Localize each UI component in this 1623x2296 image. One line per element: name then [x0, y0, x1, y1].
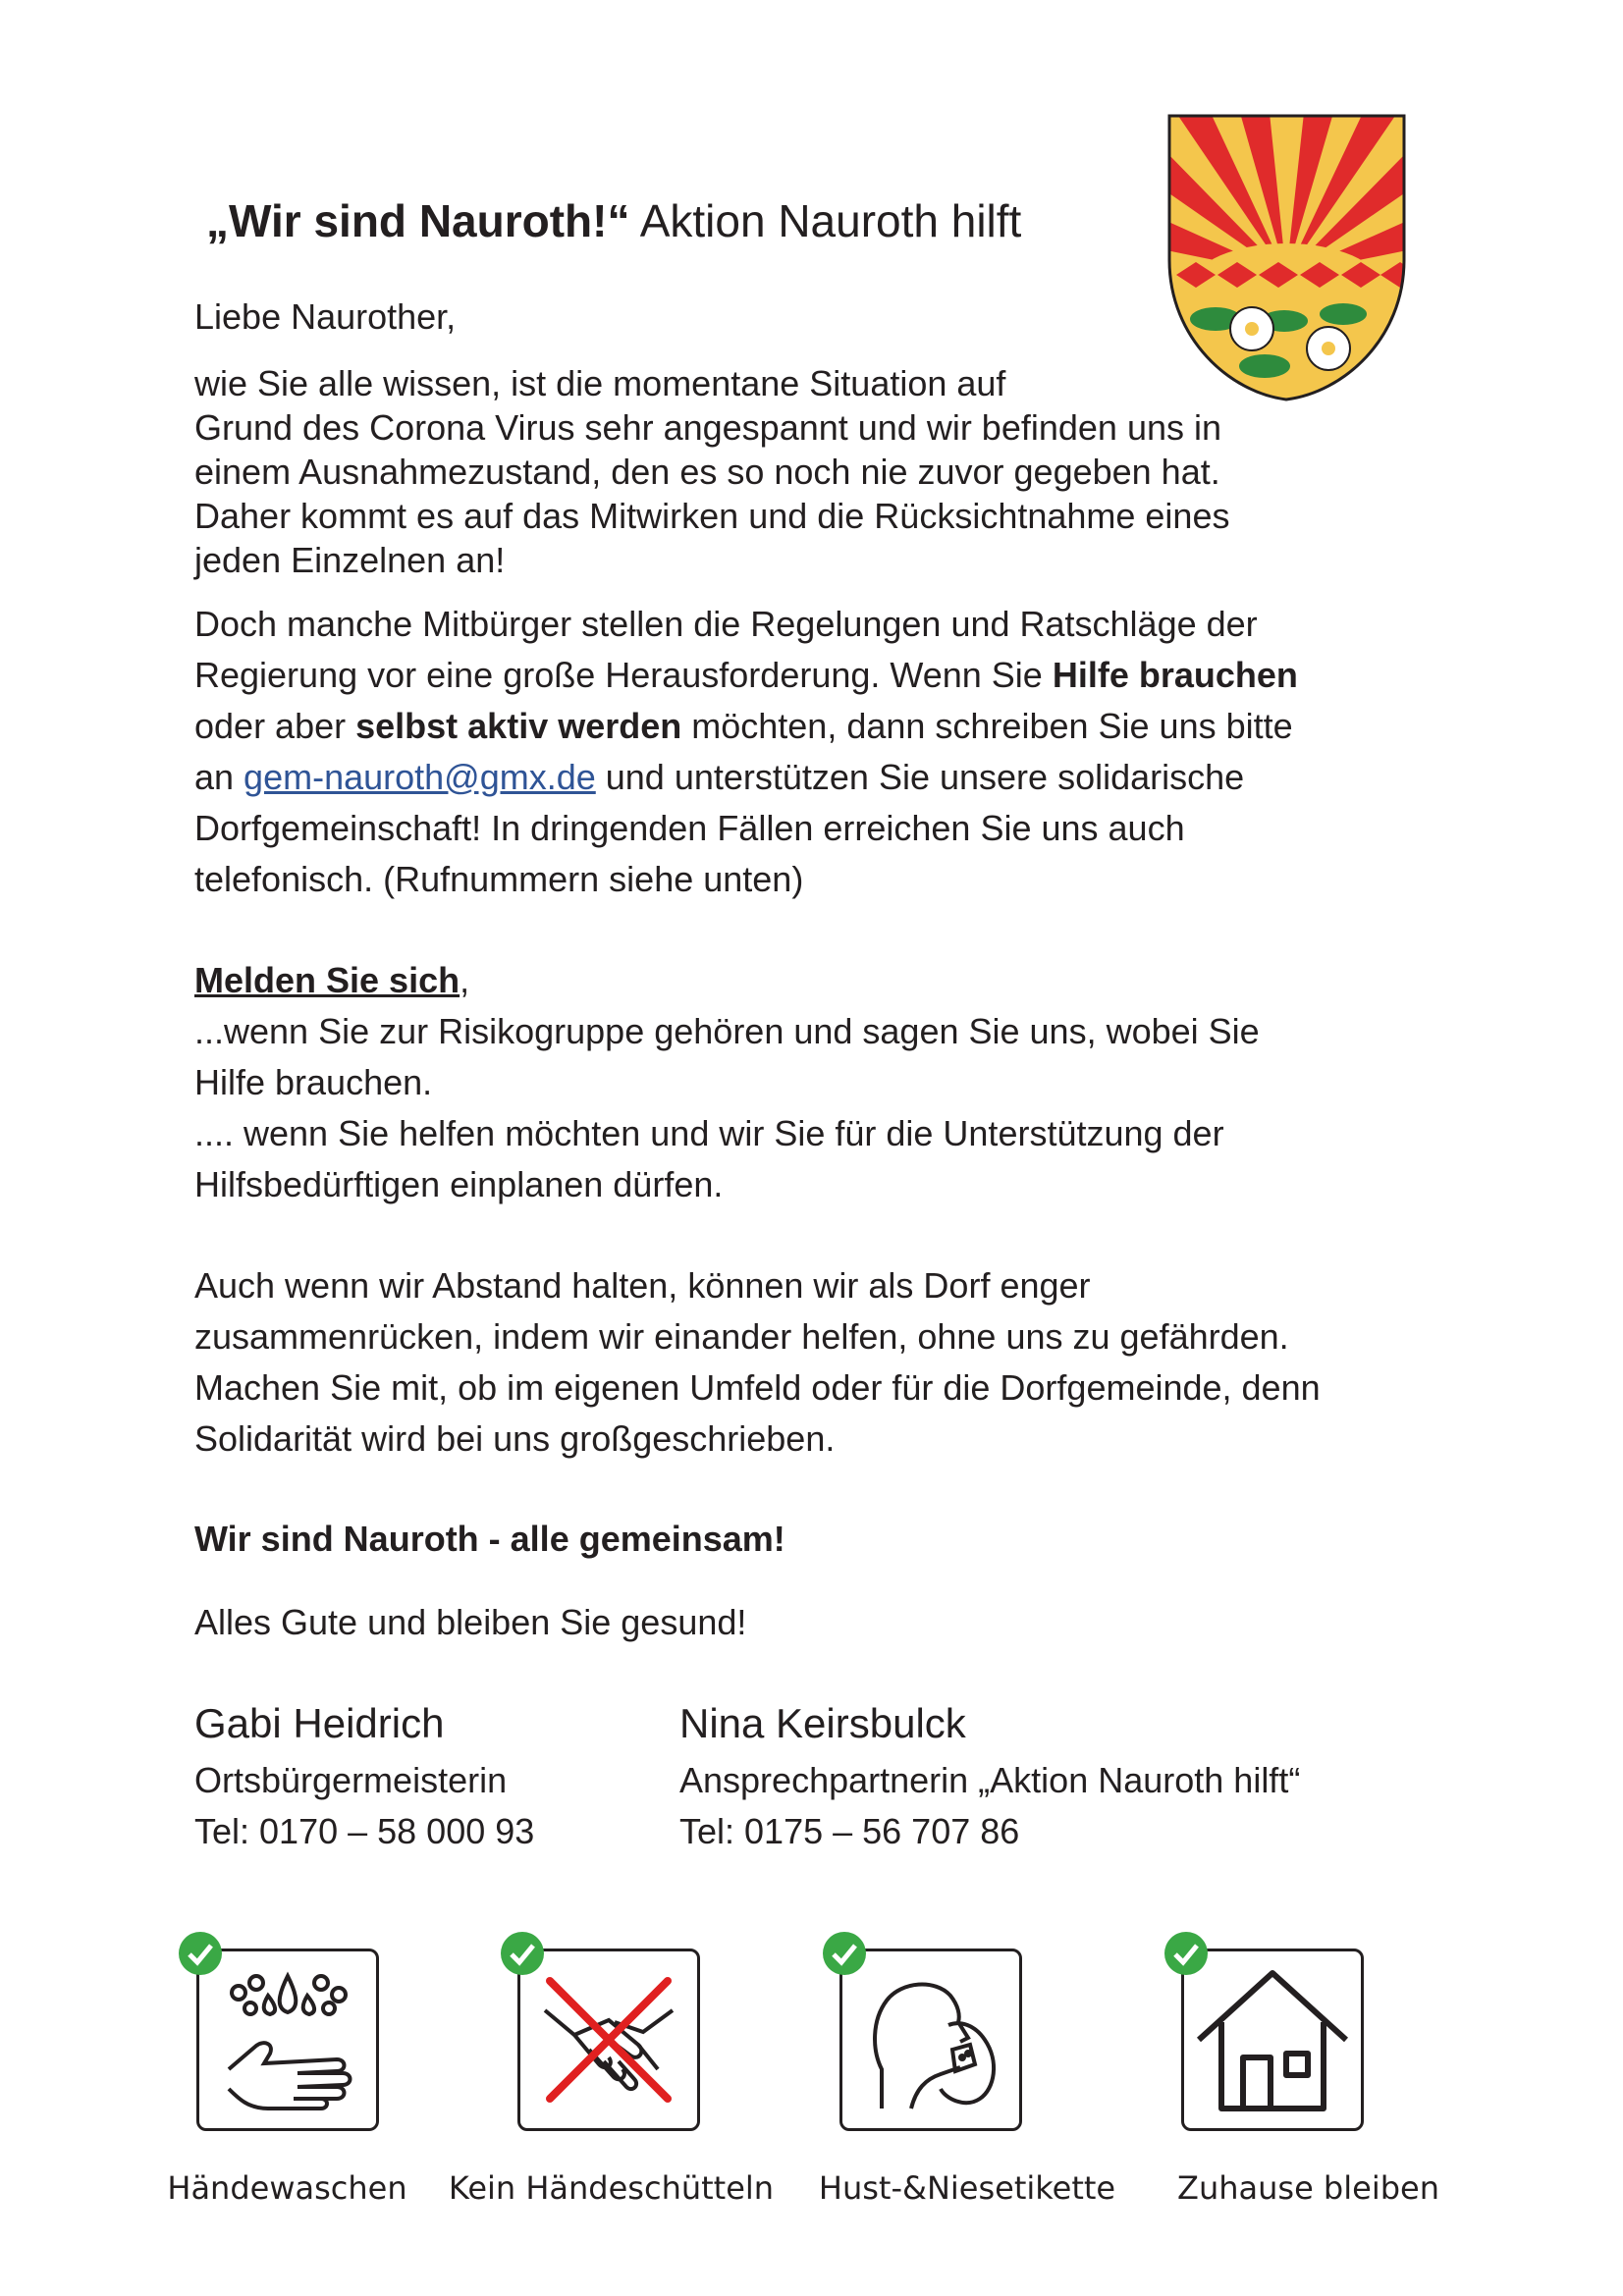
signer-role: Ansprechpartnerin „Aktion Nauroth hilft“: [679, 1760, 1301, 1800]
handwash-icon-graphic: [199, 1951, 376, 2128]
signer-phone: Tel: 0175 – 56 707 86: [679, 1811, 1020, 1851]
title-bold: „Wir sind Nauroth!“: [206, 195, 630, 246]
signer-name: Nina Keirsbulck: [679, 1700, 966, 1746]
email-link[interactable]: gem-nauroth@gmx.de: [243, 757, 596, 797]
intro-line: Grund des Corona Virus sehr angespannt und wir befinden uns in: [194, 407, 1222, 448]
solidarity-line: Auch wenn wir Abstand halten, können wir als Dorf enger: [194, 1265, 1091, 1306]
page-title: [206, 194, 1021, 247]
text-span: und unterstützen Sie unsere solidarische: [595, 757, 1245, 797]
handwash-icon: [196, 1949, 379, 2131]
request-line: Doch manche Mitbürger stellen die Regelungen und Ratschläge der: [194, 604, 1258, 644]
no-handshake-icon-graphic: [520, 1951, 697, 2128]
label-cough-etiquette: Hust-&Niesetikette: [818, 2169, 1116, 2207]
bold-help-needed: Hilfe brauchen: [1052, 655, 1298, 695]
intro-line: wie Sie alle wissen, ist die momentane Situation auf: [194, 363, 1006, 403]
cough-etiquette-icon: [839, 1949, 1022, 2131]
check-icon: [1164, 1932, 1208, 1975]
text-span: an: [194, 757, 244, 797]
bold-self-active: selbst aktiv werden: [355, 706, 682, 746]
request-line: Dorfgemeinschaft! In dringenden Fällen erreichen Sie uns auch: [194, 808, 1185, 848]
request-line: [194, 752, 1298, 803]
signer-phone: Tel: 0170 – 58 000 93: [194, 1811, 535, 1851]
intro-line: einem Ausnahmezustand, den es so noch nie zuvor gegeben hat.: [194, 452, 1220, 492]
label-handwash: Händewaschen: [167, 2169, 407, 2207]
text-span: Regierung vor eine große Herausforderung. Wenn Sie: [194, 655, 1053, 695]
closing: Alles Gute und bleiben Sie gesund!: [194, 1602, 747, 1642]
signature-block-1: [194, 1700, 534, 1857]
slogan: Wir sind Nauroth - alle gemeinsam!: [194, 1519, 785, 1559]
stay-home-icon-graphic: [1184, 1951, 1361, 2128]
no-handshake-icon: [517, 1949, 700, 2131]
signature-block-2: [679, 1700, 1300, 1857]
check-icon: [823, 1932, 866, 1975]
report-line: ...wenn Sie zur Risikogruppe gehören und sagen Sie uns, wobei Sie: [194, 1011, 1260, 1051]
request-line: [194, 701, 1298, 752]
report-line: Hilfe brauchen.: [194, 1062, 433, 1102]
text-span: ,: [460, 960, 470, 1000]
report-heading: Melden Sie sich: [194, 960, 460, 1000]
stay-home-icon: [1181, 1949, 1364, 2131]
intro-line: jeden Einzelnen an!: [194, 540, 506, 580]
report-line: Hilfsbedürftigen einplanen dürfen.: [194, 1164, 724, 1204]
title-rest: Aktion Nauroth hilft: [629, 195, 1022, 246]
solidarity-line: Machen Sie mit, ob im eigenen Umfeld oder für die Dorfgemeinde, denn: [194, 1367, 1321, 1408]
paragraph-solidarity: [194, 1260, 1321, 1465]
paragraph-report: [194, 955, 1260, 1210]
check-icon: [179, 1932, 222, 1975]
greeting: Liebe Naurother,: [194, 296, 457, 337]
text-span: möchten, dann schreiben Sie uns bitte: [681, 706, 1293, 746]
paragraph-intro: [194, 361, 1229, 582]
crest-logo: [1166, 113, 1407, 402]
paragraph-request: [194, 599, 1298, 905]
solidarity-line: Solidarität wird bei uns großgeschrieben.: [194, 1418, 836, 1459]
report-line: .... wenn Sie helfen möchten und wir Sie für die Unterstützung der: [194, 1113, 1224, 1153]
text-span: oder aber: [194, 706, 356, 746]
label-no-handshake: Kein Händeschütteln: [448, 2169, 775, 2207]
check-icon: [501, 1932, 544, 1975]
signer-name: Gabi Heidrich: [194, 1700, 445, 1746]
signer-role: Ortsbürgermeisterin: [194, 1760, 508, 1800]
request-line: telefonisch. (Rufnummern siehe unten): [194, 859, 804, 899]
solidarity-line: zusammenrücken, indem wir einander helfen, ohne uns zu gefährden.: [194, 1316, 1289, 1357]
report-heading-line: [194, 955, 1260, 1006]
intro-line: Daher kommt es auf das Mitwirken und die Rücksichtnahme eines: [194, 496, 1230, 536]
label-stay-home: Zuhause bleiben: [1177, 2169, 1439, 2207]
cough-etiquette-icon-graphic: [842, 1951, 1019, 2128]
request-line: [194, 650, 1298, 701]
